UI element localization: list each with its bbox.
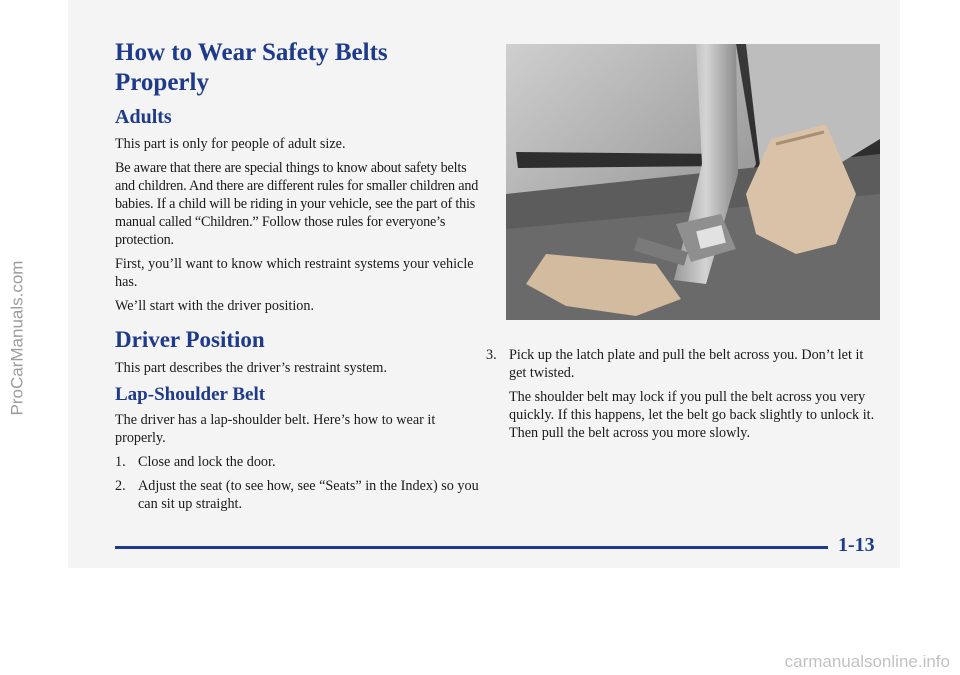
step-number: 2. [115,478,126,494]
lap-shoulder-heading: Lap-Shoulder Belt [115,384,266,405]
lap-paragraph: The driver has a lap-shoulder belt. Here’s how to wear it properly. [115,412,436,446]
side-watermark [2,0,32,675]
steps-list-left [115,453,487,513]
step-item [115,453,487,471]
step-item [486,346,882,448]
steps-list-right [486,346,882,448]
adults-paragraph-1: This part is only for people of adult size. [115,136,346,152]
bottom-watermark: carmanualsonline.info [784,652,950,671]
right-column [486,346,882,454]
adults-paragraph-4: We’ll start with the driver position. [115,298,315,314]
step-number: 1. [115,454,126,470]
page-number: 1-13 [838,534,875,556]
step-number: 3. [486,347,497,363]
step-body [509,346,882,448]
side-watermark-text: ProCarManuals.com [7,260,27,415]
left-column [115,38,487,519]
adults-heading: Adults [115,106,172,128]
step-text: Pick up the latch plate and pull the belt across you. Don’t let it get twisted. [509,347,864,381]
adults-paragraph-3: First, you’ll want to know which restraint systems your vehicle has. [115,256,474,290]
step-note: The shoulder belt may lock if you pull the belt across you very quickly. If this happens, let the belt go back slightly to unlock it. Then pull the belt across you more slowly. [509,389,875,441]
seatbelt-photo [506,44,880,320]
driver-paragraph: This part describes the driver’s restraint system. [115,360,387,376]
step-text: Close and lock the door. [138,454,276,470]
step-text: Adjust the seat (to see how, see “Seats” in the Index) so you can sit up straight. [138,478,479,512]
adults-paragraph-2: Be aware that there are special things to know about safety belts and children. And there are different rules for smaller children and babies. If a child will be riding in your vehicle, see the part of this manual called “Children.” Follow those rules for everyone’s protection. [115,160,479,248]
step-item [115,477,487,513]
seatbelt-illustration [506,44,880,320]
driver-position-heading: Driver Position [115,327,265,352]
page-heading: How to Wear Safety Belts Properly [115,39,388,96]
footer-rule [115,546,828,549]
